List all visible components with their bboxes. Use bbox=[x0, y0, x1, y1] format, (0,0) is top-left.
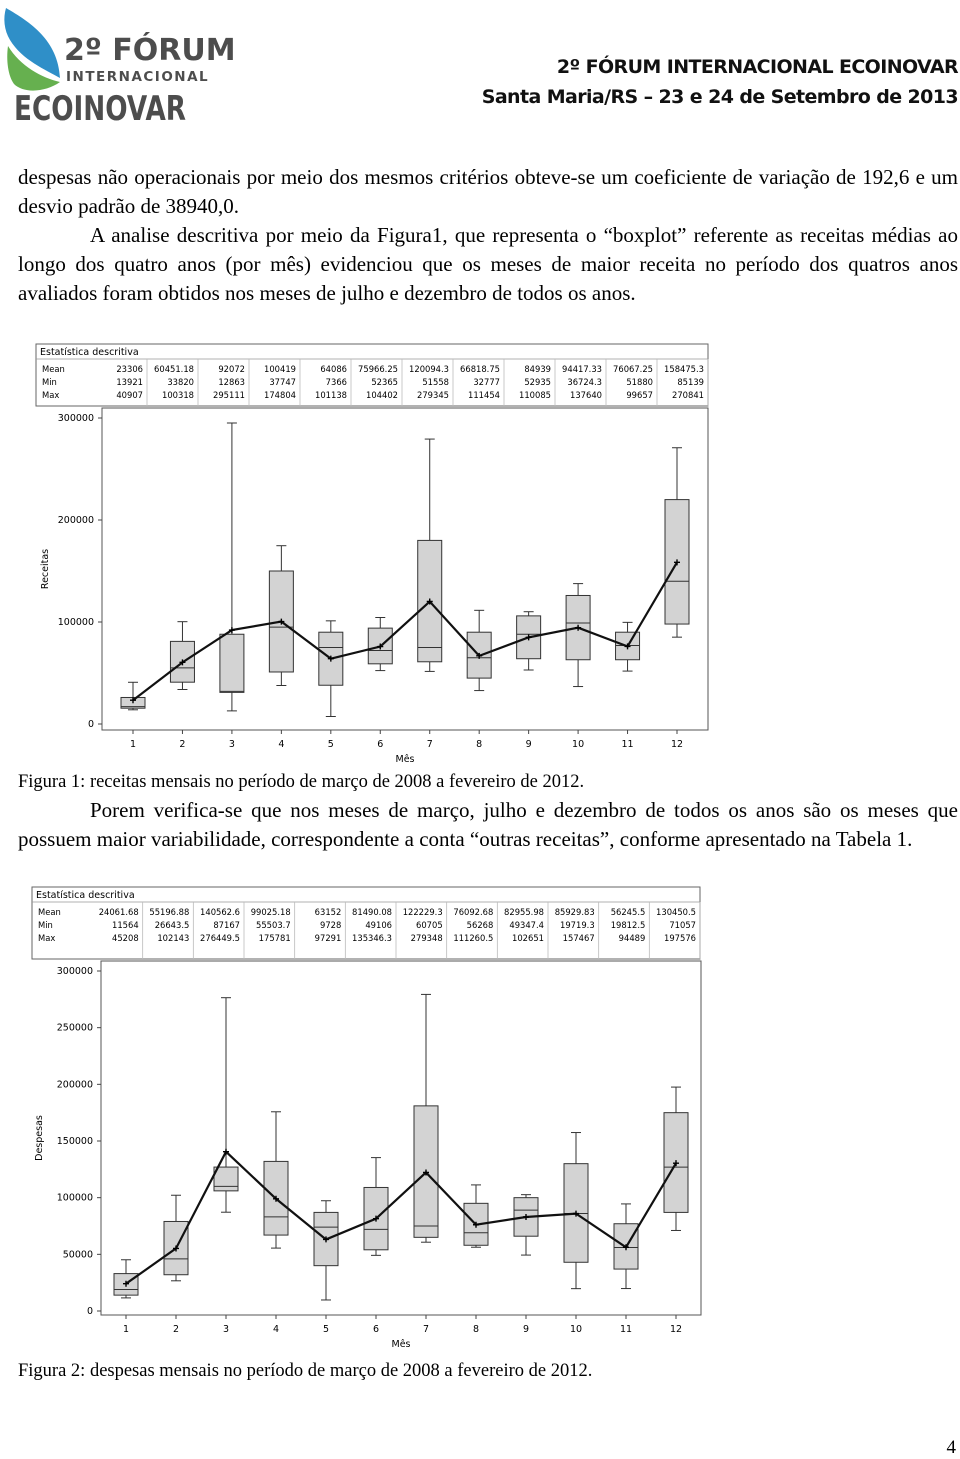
x-tick-label: 11 bbox=[619, 1324, 633, 1335]
x-tick-label: 10 bbox=[572, 739, 585, 750]
paragraph-3: Porem verifica-se que nos meses de março, julho e dezembro de todos os anos são os meses que possuem maior variabilidade, correspondente a conta “outras receitas”, conforme apresentado na Tabela 1. bbox=[18, 798, 958, 851]
figure-2-expenses-boxplot bbox=[28, 885, 713, 1360]
stats-cell: 60451.18 bbox=[154, 364, 194, 374]
conference-info bbox=[482, 52, 958, 112]
x-axis-label: Mês bbox=[395, 754, 415, 765]
stats-cell: 64086 bbox=[320, 364, 347, 374]
y-tick-label: 200000 bbox=[56, 1079, 93, 1091]
stats-cell: 94417.33 bbox=[562, 364, 602, 374]
figure-2-caption: Figura 2: despesas mensais no período de março de 2008 a fevereiro de 2012. bbox=[18, 1361, 593, 1381]
x-tick-label: 11 bbox=[621, 739, 634, 750]
stats-cell: 270841 bbox=[672, 390, 704, 400]
conference-location-date: Santa Maria/RS – 23 e 24 de Setembro de 2013 bbox=[481, 86, 958, 108]
stats-cell: 158475.3 bbox=[664, 364, 704, 374]
stats-table-title: Estatística descritiva bbox=[36, 890, 135, 901]
page-header bbox=[0, 0, 960, 130]
x-tick-label: 9 bbox=[525, 739, 532, 750]
stats-cell: 122229.3 bbox=[402, 907, 443, 917]
x-tick-label: 10 bbox=[569, 1324, 583, 1335]
stats-cell: 52935 bbox=[524, 377, 551, 387]
stats-cell: 120094.3 bbox=[409, 364, 449, 374]
x-tick-label: 3 bbox=[228, 739, 235, 750]
stats-cell: 94489 bbox=[618, 933, 646, 943]
stats-cell: 101138 bbox=[315, 390, 347, 400]
stats-row-label: Min bbox=[42, 377, 57, 387]
stats-cell: 110085 bbox=[519, 390, 551, 400]
plot-frame bbox=[101, 961, 701, 1315]
stats-cell: 85929.83 bbox=[554, 907, 595, 917]
stats-cell: 137640 bbox=[570, 390, 602, 400]
x-tick-label: 5 bbox=[327, 739, 334, 750]
stats-row-label: Max bbox=[38, 933, 56, 943]
y-tick-label: 150000 bbox=[56, 1136, 93, 1147]
stats-cell: 23306 bbox=[116, 364, 143, 374]
stats-row-label: Mean bbox=[42, 364, 65, 374]
x-tick-label: 2 bbox=[179, 739, 186, 750]
stats-cell: 295111 bbox=[213, 390, 245, 400]
x-tick-label: 3 bbox=[222, 1324, 230, 1335]
stats-cell: 51558 bbox=[422, 377, 449, 387]
y-tick-label: 0 bbox=[87, 719, 94, 730]
x-tick-label: 6 bbox=[372, 1324, 380, 1335]
y-tick-label: 0 bbox=[86, 1306, 93, 1317]
forum-logo bbox=[0, 0, 236, 129]
stats-cell: 40907 bbox=[116, 390, 143, 400]
intro-text bbox=[18, 163, 958, 308]
x-tick-label: 4 bbox=[272, 1324, 280, 1335]
stats-cell: 85139 bbox=[677, 377, 704, 387]
y-tick-label: 100000 bbox=[56, 1192, 93, 1204]
stats-cell: 102651 bbox=[512, 933, 544, 943]
stats-cell: 104402 bbox=[366, 390, 398, 400]
x-axis-label: Mês bbox=[391, 1339, 411, 1350]
stats-cell: 45208 bbox=[112, 933, 139, 943]
stats-cell: 100318 bbox=[162, 390, 194, 400]
x-tick-label: 6 bbox=[377, 739, 384, 750]
stats-cell: 11564 bbox=[112, 920, 139, 930]
x-tick-label: 2 bbox=[172, 1324, 180, 1335]
stats-row-label: Min bbox=[38, 920, 53, 930]
stats-cell: 52365 bbox=[371, 377, 398, 387]
x-tick-label: 9 bbox=[522, 1324, 530, 1335]
stats-cell: 55196.88 bbox=[149, 907, 190, 917]
x-tick-label: 12 bbox=[669, 1324, 683, 1335]
y-tick-label: 300000 bbox=[57, 413, 94, 424]
conference-title: 2º FÓRUM INTERNACIONAL ECOINOVAR bbox=[556, 56, 958, 78]
paragraph-1: despesas não operacionais por meio dos mesmos critérios obteve-se um coeficiente de variação de 192,6 e um desvio padrão de 38940,0. bbox=[18, 165, 958, 218]
page-number: 4 bbox=[946, 1437, 956, 1458]
stats-cell: 12863 bbox=[218, 377, 245, 387]
figure-1-caption: Figura 1: receitas mensais no período de março de 2008 a fevereiro de 2012. bbox=[18, 772, 585, 792]
stats-cell: 76092.68 bbox=[453, 907, 494, 917]
stats-cell: 13921 bbox=[116, 377, 143, 387]
stats-cell: 92072 bbox=[218, 364, 245, 374]
stats-table-title: Estatística descritiva bbox=[40, 347, 139, 358]
stats-cell: 84939 bbox=[524, 364, 551, 374]
x-tick-label: 12 bbox=[670, 739, 684, 750]
stats-cell: 32777 bbox=[473, 377, 500, 387]
stats-cell: 49106 bbox=[365, 920, 392, 930]
stats-cell: 36724.3 bbox=[567, 377, 602, 387]
paragraph-2: A analise descritiva por meio da Figura1, que representa o “boxplot” referente as receitas médias ao longo dos quatro anos (por mês) evidenciou que os meses de maior receita no período dos quatros anos avaliados foram obtidos nos meses de julho e dezembro de todos os anos. bbox=[18, 223, 958, 305]
stats-row-label: Max bbox=[42, 390, 60, 400]
stats-cell: 19812.5 bbox=[610, 920, 646, 930]
stats-cell: 102143 bbox=[157, 933, 190, 943]
x-tick-label: 1 bbox=[129, 739, 137, 750]
stats-cell: 157467 bbox=[562, 933, 595, 943]
stats-cell: 135346.3 bbox=[352, 933, 392, 943]
x-tick-label: 4 bbox=[278, 739, 285, 750]
stats-cell: 111260.5 bbox=[453, 933, 494, 943]
stats-cell: 71057 bbox=[669, 920, 696, 930]
stats-cell: 130450.5 bbox=[656, 907, 696, 917]
x-tick-label: 7 bbox=[426, 739, 433, 750]
figure-1-revenue-boxplot bbox=[30, 342, 720, 767]
stats-cell: 66818.75 bbox=[460, 364, 500, 374]
stats-cell: 140562.6 bbox=[200, 907, 240, 917]
stats-cell: 63152 bbox=[314, 907, 342, 917]
stats-row-label: Mean bbox=[38, 907, 61, 917]
stats-cell: 19719.3 bbox=[560, 920, 595, 930]
logo-line2: INTERNACIONAL bbox=[66, 69, 210, 85]
box bbox=[220, 634, 244, 692]
logo-line3: ECOINOVAR bbox=[14, 89, 186, 129]
x-tick-label: 5 bbox=[322, 1324, 330, 1335]
stats-cell: 33820 bbox=[167, 377, 194, 387]
stats-cell: 24061.68 bbox=[98, 907, 139, 917]
stats-cell: 197576 bbox=[664, 933, 696, 943]
stats-cell: 9728 bbox=[320, 920, 342, 930]
stats-cell: 99025.18 bbox=[250, 907, 291, 917]
y-tick-label: 300000 bbox=[56, 966, 93, 977]
stats-cell: 97291 bbox=[314, 933, 342, 943]
stats-cell: 100419 bbox=[264, 364, 296, 374]
stats-cell: 76067.25 bbox=[613, 364, 653, 374]
stats-cell: 174804 bbox=[264, 390, 296, 400]
stats-cell: 279345 bbox=[417, 390, 449, 400]
stats-cell: 81490.08 bbox=[352, 907, 392, 917]
stats-cell: 75966.25 bbox=[358, 364, 398, 374]
logo-line1: 2º FÓRUM bbox=[64, 33, 236, 68]
stats-cell: 56268 bbox=[466, 920, 494, 930]
y-tick-label: 100000 bbox=[57, 617, 94, 628]
y-axis-label: Receitas bbox=[40, 548, 51, 590]
box bbox=[214, 1167, 238, 1191]
stats-cell: 82955.98 bbox=[504, 907, 544, 917]
y-tick-label: 200000 bbox=[57, 515, 94, 526]
stats-cell: 175781 bbox=[258, 933, 291, 943]
x-tick-label: 7 bbox=[422, 1324, 430, 1335]
x-tick-label: 8 bbox=[472, 1324, 480, 1335]
y-tick-label: 250000 bbox=[56, 1022, 93, 1034]
x-tick-label: 8 bbox=[476, 739, 483, 750]
stats-cell: 99657 bbox=[626, 390, 653, 400]
stats-cell: 7366 bbox=[325, 377, 347, 387]
stats-cell: 26643.5 bbox=[154, 920, 190, 930]
x-tick-label: 1 bbox=[122, 1324, 130, 1335]
middle-text bbox=[18, 796, 958, 854]
stats-cell: 60705 bbox=[416, 920, 443, 930]
stats-cell: 87167 bbox=[213, 920, 240, 930]
stats-cell: 56245.5 bbox=[610, 907, 646, 917]
stats-cell: 55503.7 bbox=[256, 920, 291, 930]
stats-cell: 49347.4 bbox=[509, 920, 544, 930]
stats-cell: 111454 bbox=[468, 390, 500, 400]
y-tick-label: 50000 bbox=[62, 1249, 93, 1261]
expenses-chart bbox=[28, 885, 713, 1360]
stats-cell: 276449.5 bbox=[200, 933, 240, 943]
stats-cell: 51880 bbox=[626, 377, 653, 387]
stats-cell: 279348 bbox=[410, 933, 443, 943]
stats-cell: 37747 bbox=[269, 377, 296, 387]
y-axis-label: Despesas bbox=[34, 1115, 45, 1161]
revenue-chart bbox=[30, 342, 720, 767]
